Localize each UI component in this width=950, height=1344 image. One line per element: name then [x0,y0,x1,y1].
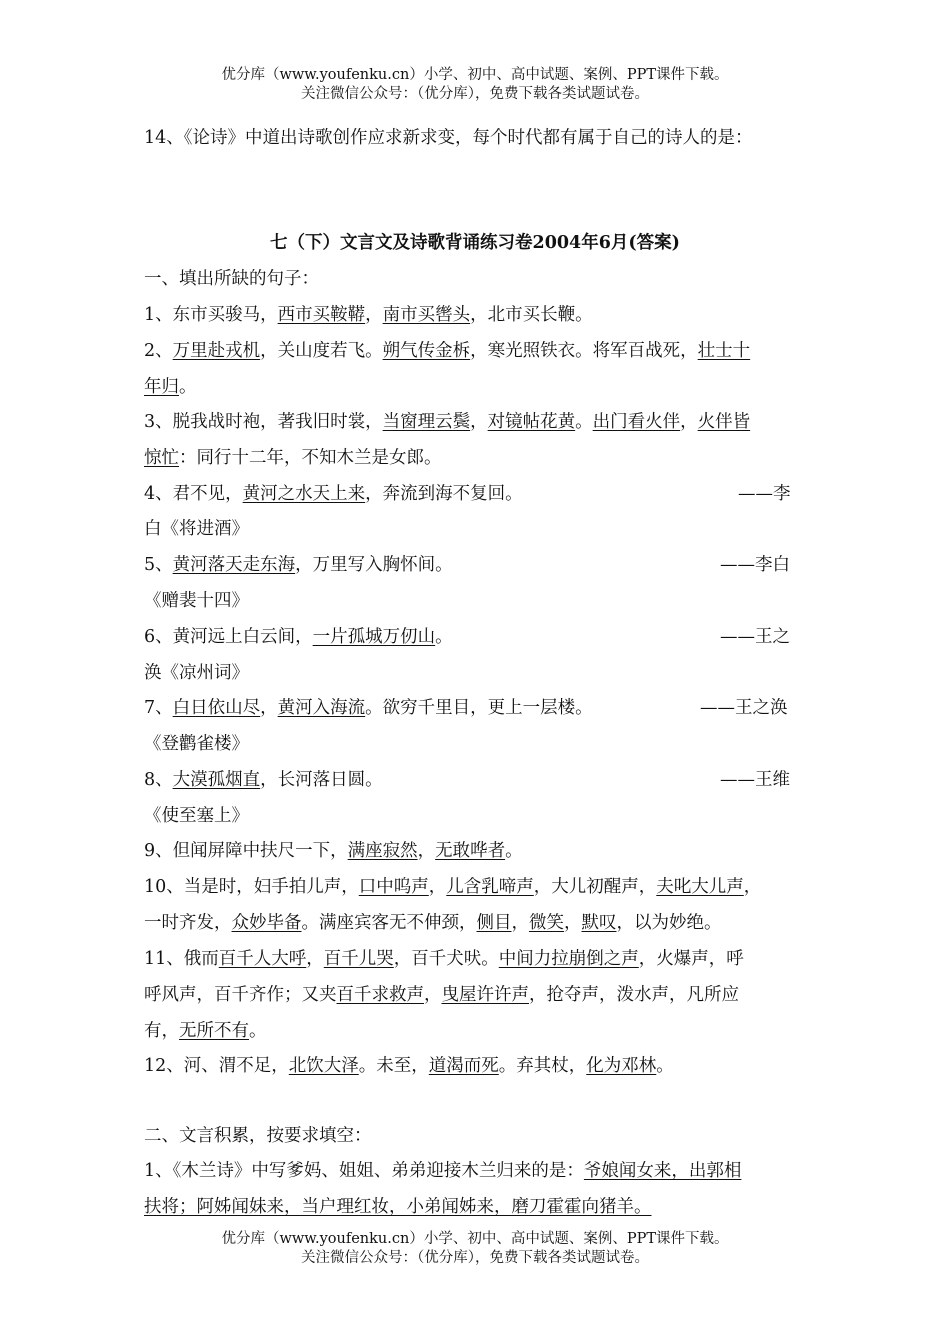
answer-blank: 大漠孤烟直 [172,770,261,790]
item-6: 6、黄河远上白云间，一片孤城万仞山。 [144,627,453,647]
attribution-4: ——李 [738,484,791,504]
item-3-cont: 惊忙：同行十二年，不知木兰是女郎。 [144,448,442,468]
page-header [0,66,950,104]
page-title: 七（下）文言文及诗歌背诵练习卷2004年6月(答案) [270,233,680,253]
answer-blank: 百千儿哭 [323,949,394,969]
section-2-item-1: 1、《木兰诗》中写爹妈、姐姐、弟弟迎接木兰归来的是：爷娘闻女来，出郭相 [144,1161,742,1181]
answer-blank: 中间力拉崩倒之声 [498,949,639,969]
answer-blank: 化为邓林 [586,1056,657,1076]
item-6-source: 涣《凉州词》 [144,663,249,683]
page-footer [0,1230,950,1268]
attribution-7: ——王之涣 [700,698,788,718]
footer-line-1: 优分库（www.youfenku.cn）小学、初中、高中试题、案例、PPT课件下载。 [221,1231,729,1247]
answer-blank: 惊忙 [144,448,179,468]
item-4: 4、君不见，黄河之水天上来，奔流到海不复回。 [144,484,523,504]
answer-blank: 万里赴戎机 [172,341,261,361]
section-2-heading: 二、文言积累，按要求填空： [144,1126,372,1146]
item-8: 8、大漠孤烟直，长河落日圆。 [144,770,383,790]
answer-blank: 当窗理云鬓 [382,412,471,432]
footer-line-2: 关注微信公众号：（优分库），免费下载各类试题试卷。 [301,1250,649,1266]
answer-blank: 出门看火伴 [592,412,681,432]
answer-blank: 爷娘闻女来，出郭相 [583,1161,742,1181]
answer-blank: 百千人大呼 [218,949,307,969]
attribution-6: ——王之 [720,627,790,647]
item-11: 11、俄而百千人大呼，百千儿哭，百千犬吠。中间力拉崩倒之声，火爆声，呼 [144,949,744,969]
answer-blank: 黄河入海流 [277,698,366,718]
answer-blank: 一片孤城万仞山 [312,627,436,647]
answer-blank: 儿含乳啼声 [446,877,534,897]
section-1-heading: 一、填出所缺的句子： [144,269,319,289]
answer-blank: 火伴皆 [697,412,751,432]
answer-blank: 默叹 [581,913,617,933]
answer-blank: 白日依山尽 [172,698,261,718]
answer-blank: 口中呜声 [358,877,429,897]
item-10: 10、当是时，妇手拍儿声，口中呜声，儿含乳啼声，大儿初醒声，夫叱大儿声， [144,877,762,897]
answer-blank: 朔气传金柝 [382,341,471,361]
answer-blank: 无所不有 [179,1021,249,1041]
item-10-cont: 一时齐发，众妙毕备。满座宾客无不伸颈，侧目，微笑，默叹，以为妙绝。 [144,913,722,933]
answer-blank: 黄河之水天上来 [242,484,366,504]
item-5-source: 《赠裴十四》 [144,591,249,611]
item-5: 5、黄河落天走东海，万里写入胸怀间。 [144,555,453,575]
answer-blank: 曳屋许许声 [441,985,529,1005]
item-2-cont: 年归。 [144,377,197,397]
item-4-source: 白《将进酒》 [144,519,249,539]
answer-blank: 满座寂然 [347,841,418,861]
item-2: 2、万里赴戎机，关山度若飞。朔气传金柝，寒光照铁衣。将军百战死，壮士十 [144,341,751,361]
answer-blank: 夫叱大儿声 [656,877,744,897]
item-3: 3、脱我战时袍，著我旧时裳，当窗理云鬓，对镜帖花黄。出门看火伴，火伴皆 [144,412,751,432]
item-8-source: 《使至塞上》 [144,806,249,826]
answer-blank: 百千求救声 [336,985,424,1005]
item-11-cont2: 有，无所不有。 [144,1021,267,1041]
item-7: 7、白日依山尽，黄河入海流。欲穷千里目，更上一层楼。 [144,698,593,718]
attribution-5: ——李白 [720,555,790,575]
answer-blank: 黄河落天走东海 [172,555,296,575]
answer-blank: 扶将；阿姊闻妹来，当户理红妆，小弟闻姊来，磨刀霍霍向猪羊。 [144,1197,652,1217]
item-1: 1、东市买骏马，西市买鞍鞯，南市买辔头，北市买长鞭。 [144,305,593,325]
answer-blank: 西市买鞍鞯 [277,305,366,325]
header-line-1: 优分库（www.youfenku.cn）小学、初中、高中试题、案例、PPT课件下载。 [221,67,729,83]
answer-blank: 无敢哗者 [435,841,506,861]
item-11-cont: 呼风声，百千齐作；又夹百千求救声，曳屋许许声，抢夺声，泼水声，凡所应 [144,985,739,1005]
item-12: 12、河、渭不足，北饮大泽。未至，道渴而死。弃其杖，化为邓林。 [144,1056,674,1076]
attribution-8: ——王维 [720,770,790,790]
question-14: 14、《论诗》中道出诗歌创作应求新求变，每个时代都有属于自己的诗人的是： [144,128,753,148]
answer-blank: 道渴而死 [428,1056,499,1076]
answer-blank: 壮士十 [697,341,751,361]
answer-blank: 微笑 [529,913,564,933]
answer-blank: 年归 [144,377,179,397]
item-7-source: 《登鹳雀楼》 [144,734,249,754]
item-9: 9、但闻屏障中扶尺一下，满座寂然，无敢哗者。 [144,841,523,861]
answer-blank: 侧目 [476,913,512,933]
answer-blank: 北饮大泽 [288,1056,359,1076]
answer-blank: 众妙毕备 [231,913,302,933]
header-line-2: 关注微信公众号：（优分库），免费下载各类试题试卷。 [301,86,649,102]
section-2-item-1-cont [144,1195,808,1219]
answer-blank: 对镜帖花黄 [487,412,576,432]
answer-blank: 南市买辔头 [382,305,471,325]
